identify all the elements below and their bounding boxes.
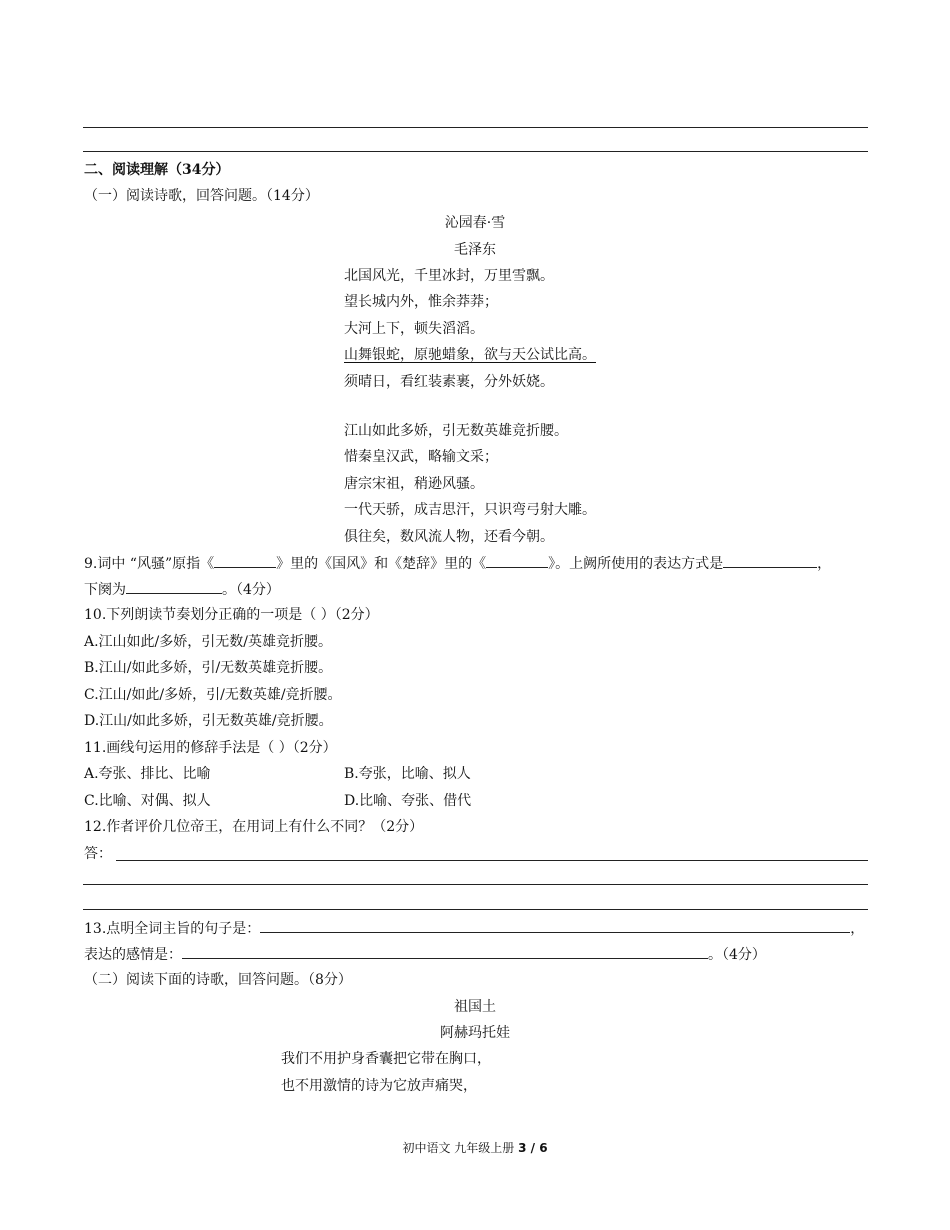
part1-intro: （一）阅读诗歌，回答问题。（14分） <box>84 188 319 204</box>
question-13-line2 <box>84 944 766 964</box>
answer-line <box>83 127 868 128</box>
poem1-title: 沁园春·雪 <box>444 215 506 231</box>
q9-blank-4[interactable] <box>126 579 222 594</box>
poem1-line: 北国风光，千里冰封，万里雪飘。 <box>344 268 554 284</box>
q13-blank-2[interactable] <box>182 944 708 959</box>
question-10-stem: 10.下列朗读节奏划分正确的一项是（ ）（2分） <box>84 607 379 623</box>
poem1-underlined-line: 山舞银蛇，原驰蜡象，欲与天公试比高。 <box>344 347 596 363</box>
question-9-line2 <box>84 579 280 599</box>
poem1-line: 俱往矣，数风流人物，还看今朝。 <box>344 529 554 545</box>
q13-text: 13.点明全词主旨的句子是： <box>84 921 261 937</box>
q12-answer-line[interactable] <box>116 860 868 861</box>
question-12-stem: 12.作者评价几位帝王，在用词上有什么不同？（2分） <box>84 819 424 835</box>
poem1-line: 江山如此多娇，引无数英雄竞折腰。 <box>344 423 568 439</box>
q12-answer-line[interactable] <box>83 884 868 885</box>
q10-option-c: C.江山/如此/多娇，引/无数英雄/竞折腰。 <box>84 687 342 703</box>
q11-option-c: C.比喻、对偶、拟人 <box>84 793 211 809</box>
q13-blank-1[interactable] <box>260 918 850 933</box>
poem1-line: 望长城内外，惟余莽莽； <box>344 294 498 310</box>
q10-option-a: A.江山如此/多娇，引无数/英雄竞折腰。 <box>84 634 332 650</box>
q9-blank-3[interactable] <box>723 553 817 568</box>
page-footer <box>0 1139 950 1156</box>
q9-blank-2[interactable] <box>486 553 548 568</box>
poem2-line: 我们不用护身香囊把它带在胸口， <box>281 1051 491 1067</box>
poem1-line: 大河上下，顿失滔滔。 <box>344 321 484 337</box>
q12-answer-line[interactable] <box>83 909 868 910</box>
q13-text: ， <box>850 921 865 937</box>
q9-text: 》里的《国风》和《楚辞》里的《 <box>276 556 487 572</box>
answer-line <box>83 151 868 152</box>
poem2-title: 祖国土 <box>454 999 496 1015</box>
q13-text: 表达的感情是： <box>84 947 182 963</box>
q9-text: 下阕为 <box>84 582 126 598</box>
footer-label: 初中语文 九年级上册 <box>402 1141 515 1155</box>
q9-text: ， <box>817 556 832 572</box>
poem1-line: 须晴日，看红装素裹，分外妖娆。 <box>344 374 554 390</box>
q12-answer-label: 答： <box>84 846 112 862</box>
poem2-line: 也不用激情的诗为它放声痛哭， <box>281 1078 477 1094</box>
q11-option-d: D.比喻、夸张、借代 <box>344 793 472 809</box>
question-13-line1 <box>84 918 864 938</box>
page-number: 3 / 6 <box>518 1141 548 1155</box>
q9-text: 。（4分） <box>222 582 280 598</box>
poem2-author: 阿赫玛托娃 <box>440 1025 510 1041</box>
q13-text: 。（4分） <box>708 947 766 963</box>
q10-option-b: B.江山/如此多娇，引/无数英雄竞折腰。 <box>84 660 333 676</box>
section-heading: 二、阅读理解（34分） <box>84 162 230 178</box>
q11-option-b: B.夸张，比喻、拟人 <box>344 766 471 782</box>
q9-text: 》。上阙所使用的表达方式是 <box>548 556 724 572</box>
q11-option-a: A.夸张、排比、比喻 <box>84 766 211 782</box>
q10-option-d: D.江山/如此多娇，引无数英雄/竞折腰。 <box>84 713 333 729</box>
q9-text: 9.词中 “风骚”原指《 <box>84 556 215 572</box>
q9-blank-1[interactable] <box>214 553 276 568</box>
poem1-line: 唐宗宋祖，稍逊风骚。 <box>344 476 484 492</box>
poem1-line: 一代天骄，成吉思汗，只识弯弓射大雕。 <box>344 502 596 518</box>
part2-intro: （二）阅读下面的诗歌，回答问题。（8分） <box>84 972 352 988</box>
poem1-author: 毛泽东 <box>454 242 496 258</box>
poem1-line: 惜秦皇汉武，略输文采； <box>344 449 498 465</box>
question-11-stem: 11.画线句运用的修辞手法是（ ）（2分） <box>84 740 337 756</box>
question-9-line1 <box>84 553 831 573</box>
